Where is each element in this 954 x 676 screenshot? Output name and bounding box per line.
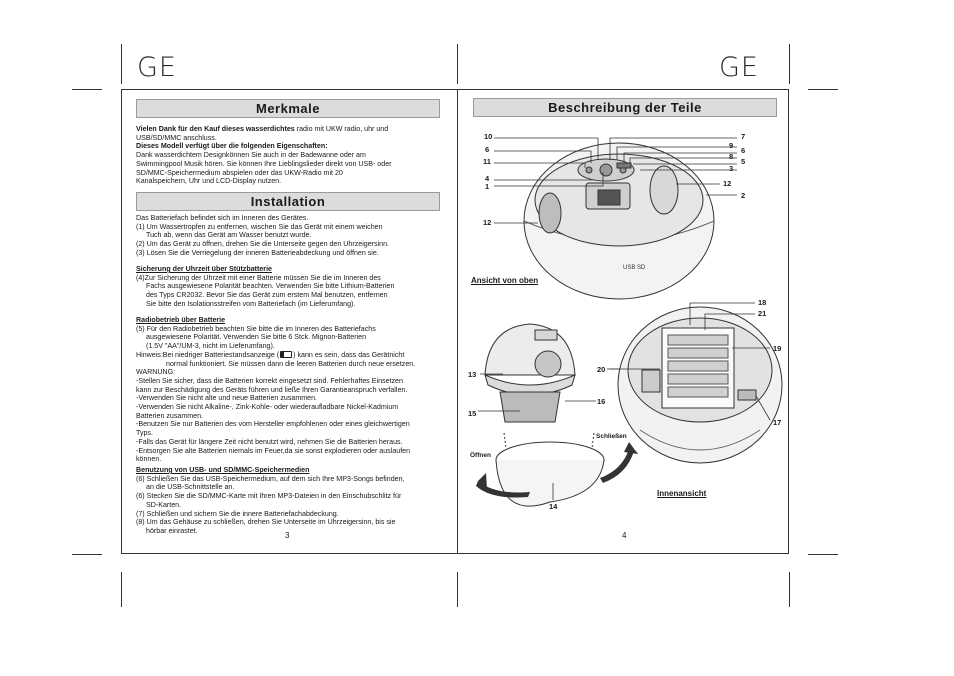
text-line: (6) Stecken Sie die SD/MMC-Karte mit Ihren MP3-Dateien in den Einschubschlitz für <box>136 492 402 501</box>
part-label: 1 <box>485 182 490 191</box>
part-label: 15 <box>468 409 477 418</box>
text-fragment: SD/MMC-Speichermedium abspielen oder das UKW-Radio mit 20 <box>136 168 343 177</box>
section-title-merkmale: Merkmale <box>136 99 440 118</box>
subheading-sicherung: Sicherung der Uhrzeit über Stützbatterie <box>136 265 272 273</box>
part-label: 5 <box>741 157 746 166</box>
part-label: 17 <box>773 418 782 427</box>
part-label: 21 <box>758 309 767 318</box>
device-inner-view <box>618 307 782 463</box>
page-number-right: 4 <box>622 531 627 540</box>
text-fragment: USB/SD/MMC anschluss. <box>136 133 217 142</box>
part-label: 8 <box>729 152 734 161</box>
part-label: 9 <box>729 141 734 150</box>
device-top-view <box>524 143 714 299</box>
section-title-beschreibung: Beschreibung der Teile <box>473 98 777 117</box>
text-line: (2) Um das Gerät zu öffnen, drehen Sie die Unterseite gegen den Uhrzeigersinn. <box>136 240 390 249</box>
text-line: können. <box>136 455 162 464</box>
text-line: (4)Zur Sicherung der Uhrzeit mit einer Batterie müssen Sie die im Inneren des <box>136 273 381 282</box>
language-code-left: GE <box>137 52 177 83</box>
text-fragment: radio mit UKW radio, uhr und <box>296 125 389 133</box>
part-label: 19 <box>773 344 782 353</box>
text-line: (1) Um Wassertropfen zu entfernen, wischen Sie das Gerät mit einem weichen <box>136 222 383 231</box>
language-code-right: GE <box>719 52 759 83</box>
text-fragment: Swimmingpool Musik hören. Sie können Ihre Lieblingslieder direkt von USB- oder <box>136 159 392 168</box>
device-print-usb-sd: USB SD <box>623 265 646 271</box>
part-label: 10 <box>484 132 493 141</box>
text-line: Batterien zusammen. <box>136 411 204 420</box>
text-line: -Verwenden Sie nicht alte und neue Batterien zusammen. <box>136 394 318 403</box>
part-label: 7 <box>741 132 746 141</box>
subheading-usb: Benutzung von USB- und SD/MMC-Speichermedien <box>136 466 310 474</box>
subheading-radiobetrieb: Radiobetrieb über Batterie <box>136 316 226 324</box>
part-label: 11 <box>483 157 491 166</box>
page-number-left: 3 <box>285 531 290 540</box>
text-line: an die USB-Schnittstelle an. <box>146 483 235 492</box>
part-label: 3 <box>729 164 734 173</box>
part-label: 12 <box>723 179 732 188</box>
text-line: kann zur Beschädigung des Geräts führen und ließe Ihren Garantieanspruch verfallen. <box>136 385 408 394</box>
part-label: 4 <box>485 174 490 183</box>
device-exploded-view <box>485 324 604 506</box>
bold-fragment: Dieses Modell verfügt über die folgenden Eigenschaften: <box>136 142 328 151</box>
part-label: 14 <box>549 502 558 511</box>
text-fragment: Dank wasserdichtem Designkönnen Sie auch in der Badewanne oder am <box>136 151 366 160</box>
text-line: (3) Lösen Sie die Verriegelung der inneren Batterieabdeckung und öffnen sie. <box>136 248 379 257</box>
part-label: 12 <box>483 218 492 227</box>
text-line: Fachs ausgewiesene Polarität beachten. Verwenden Sie bitte Lithium-Batterien <box>146 282 395 291</box>
text-line: des Typs CR2032. Bevor Sie das Gerät zum erstem Mal benutzen, entfernen <box>146 291 388 300</box>
text-line: -Stellen Sie sicher, dass die Batterien korrekt eingesetzt sind. Fehlerhaftes Einsetzen <box>136 376 403 385</box>
text-line: -Verwenden Sie nicht Alkaline-, Zink-Kohle- oder wiederaufladbare Nickel-Kadmium <box>136 403 399 412</box>
part-label: 6 <box>741 146 746 155</box>
text-fragment: Hinweis:Bei niedriger Batteriestandsanzeige ( <box>136 350 280 359</box>
text-line: -Entsorgen Sie alte Batterien niemals im Feuer,da sie sonst explodieren oder auslaufen <box>136 446 411 455</box>
text-line: hörbar einrastet. <box>146 526 198 535</box>
part-label: 18 <box>758 298 767 307</box>
text-line: -Benutzen Sie nur Batterien des vom Hersteller empfohlenen oder eines gleichwertigen <box>136 420 410 429</box>
part-label: 6 <box>485 145 490 154</box>
text-line: (6) Schließen Sie das USB-Speichermedium, auf dem sich Ihre MP3-Songs befinden, <box>136 474 405 483</box>
text-line: SD-Karten. <box>146 500 182 509</box>
text-line: -Falls das Gerät für längere Zeit nicht benutzt wird, nehmen Sie die Batterien heraus. <box>136 437 403 446</box>
part-label: 20 <box>597 365 606 374</box>
close-label: Schließen <box>596 433 627 440</box>
text-line: WARNUNG: <box>136 368 176 377</box>
text-line: Sie bitte den Isolationsstreifen vom Batteriefach (im Lieferumfang). <box>146 299 356 308</box>
caption-inner-view: Innenansicht <box>657 489 707 498</box>
part-label: 16 <box>597 397 606 406</box>
text-line: Typs. <box>136 429 153 438</box>
part-label: 13 <box>468 370 477 379</box>
part-label: 2 <box>741 191 746 200</box>
text-fragment: ) kann es sein, dass das Gerätnicht <box>293 350 405 359</box>
text-line: (7) Schließen und sichern Sie die innere Batteriefachabdeckung. <box>136 509 339 518</box>
open-label: Öffnen <box>470 452 491 459</box>
bold-fragment: Vielen Dank für den Kauf dieses wasserdichtes <box>136 125 297 133</box>
caption-top-view: Ansicht von oben <box>471 276 539 285</box>
section-title-installation: Installation <box>136 192 440 211</box>
text-line: (5) Für den Radiobetrieb beachten Sie bitte die im Inneren des Batteriefachs <box>136 324 376 333</box>
text-line: (8) Um das Gehäuse zu schließen, drehen Sie Unterseite im Uhrzeigersinn, bis sie <box>136 518 396 527</box>
text-fragment: Kanalspeichern, Uhr und LCD-Display nutzen. <box>136 177 282 186</box>
text-line: normal funktioniert. Sie müssen dann die leeren Batterien durch neue ersetzen. <box>166 359 416 368</box>
text-line: Tuch ab, wenn das Gerät am Wasser benutzt wurde. <box>146 231 312 240</box>
text-line: ausgewiesene Polarität. Verwenden Sie bitte 6 Stck. Mignon-Batterien <box>146 333 367 342</box>
text-line: (1.5V "AA"/UM-3, nicht im Lieferumfang). <box>146 342 275 351</box>
text-line: Das Batteriefach befindet sich im Inneren des Gerätes. <box>136 214 309 222</box>
